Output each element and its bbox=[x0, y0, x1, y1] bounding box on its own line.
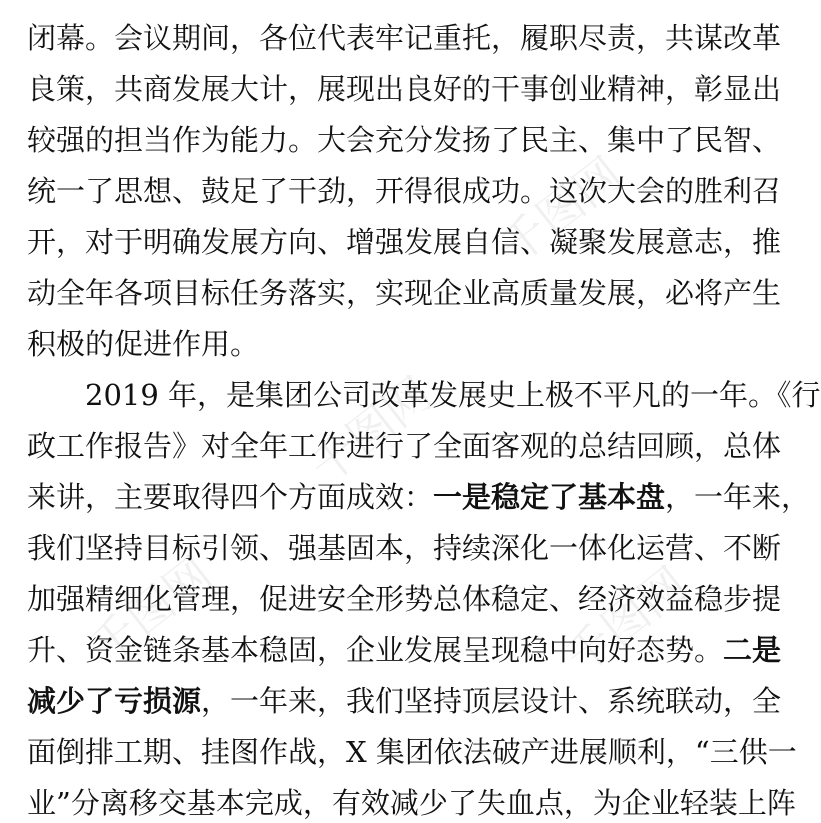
text-line bbox=[27, 681, 782, 721]
text-segment: 来讲，主要取得四个方面成效： bbox=[27, 480, 434, 514]
text-segment: ，一年来，我们坚持顶层设计、系统联动，全 bbox=[201, 684, 782, 718]
watermark: 千图网 bbox=[79, 546, 222, 675]
text-segment: 升、资金链条基本稳固，企业发展呈现稳中向好态势。 bbox=[27, 633, 724, 667]
text-line: 闭幕。会议期间，各位代表牢记重托，履职尽责，共谋改革 bbox=[27, 21, 782, 55]
text-line bbox=[27, 477, 811, 517]
text-line: 加强精细化管理，促进安全形势总体稳定、经济效益稳步提 bbox=[27, 582, 782, 616]
bold-highlight: 一是稳定了基本盘 bbox=[433, 480, 666, 514]
text-line: 统一了思想、鼓足了干劲，开得很成功。这次大会的胜利召 bbox=[27, 174, 782, 208]
text-line: 2019 年，是集团公司改革发展史上极不平凡的一年。《行 bbox=[85, 378, 821, 412]
text-line: 面倒排工期、挂图作战，X 集团依法破产进展顺利，“三供一 bbox=[27, 735, 797, 769]
text-line: 政工作报告》对全年工作进行了全面客观的总结回顾，总体 bbox=[27, 429, 782, 463]
text-line: 我们坚持目标引领、强基固本，持续深化一体化运营、不断 bbox=[27, 531, 782, 565]
text-segment: ，一年来， bbox=[665, 480, 811, 514]
watermark: 千图网 bbox=[554, 556, 697, 685]
text-line: 业”分离移交基本完成，有效减少了失血点，为企业轻装上阵 bbox=[27, 786, 796, 820]
bold-highlight: 二是 bbox=[723, 633, 782, 667]
text-line: 较强的担当作为能力。大会充分发扬了民主、集中了民智、 bbox=[27, 123, 782, 157]
watermark: 千图网 bbox=[489, 146, 632, 275]
text-line: 开，对于明确发展方向、增强发展自信、凝聚发展意志，推 bbox=[27, 225, 782, 259]
text-line: 动全年各项目标任务落实，实现企业高质量发展，必将产生 bbox=[27, 276, 782, 310]
text-line bbox=[27, 630, 782, 670]
text-line: 良策，共商发展大计，展现出良好的干事创业精神，彰显出 bbox=[27, 72, 782, 106]
text-line: 积极的促进作用。 bbox=[27, 327, 260, 361]
watermark: 千图网 bbox=[299, 366, 442, 495]
bold-highlight: 减少了亏损源 bbox=[27, 684, 202, 718]
